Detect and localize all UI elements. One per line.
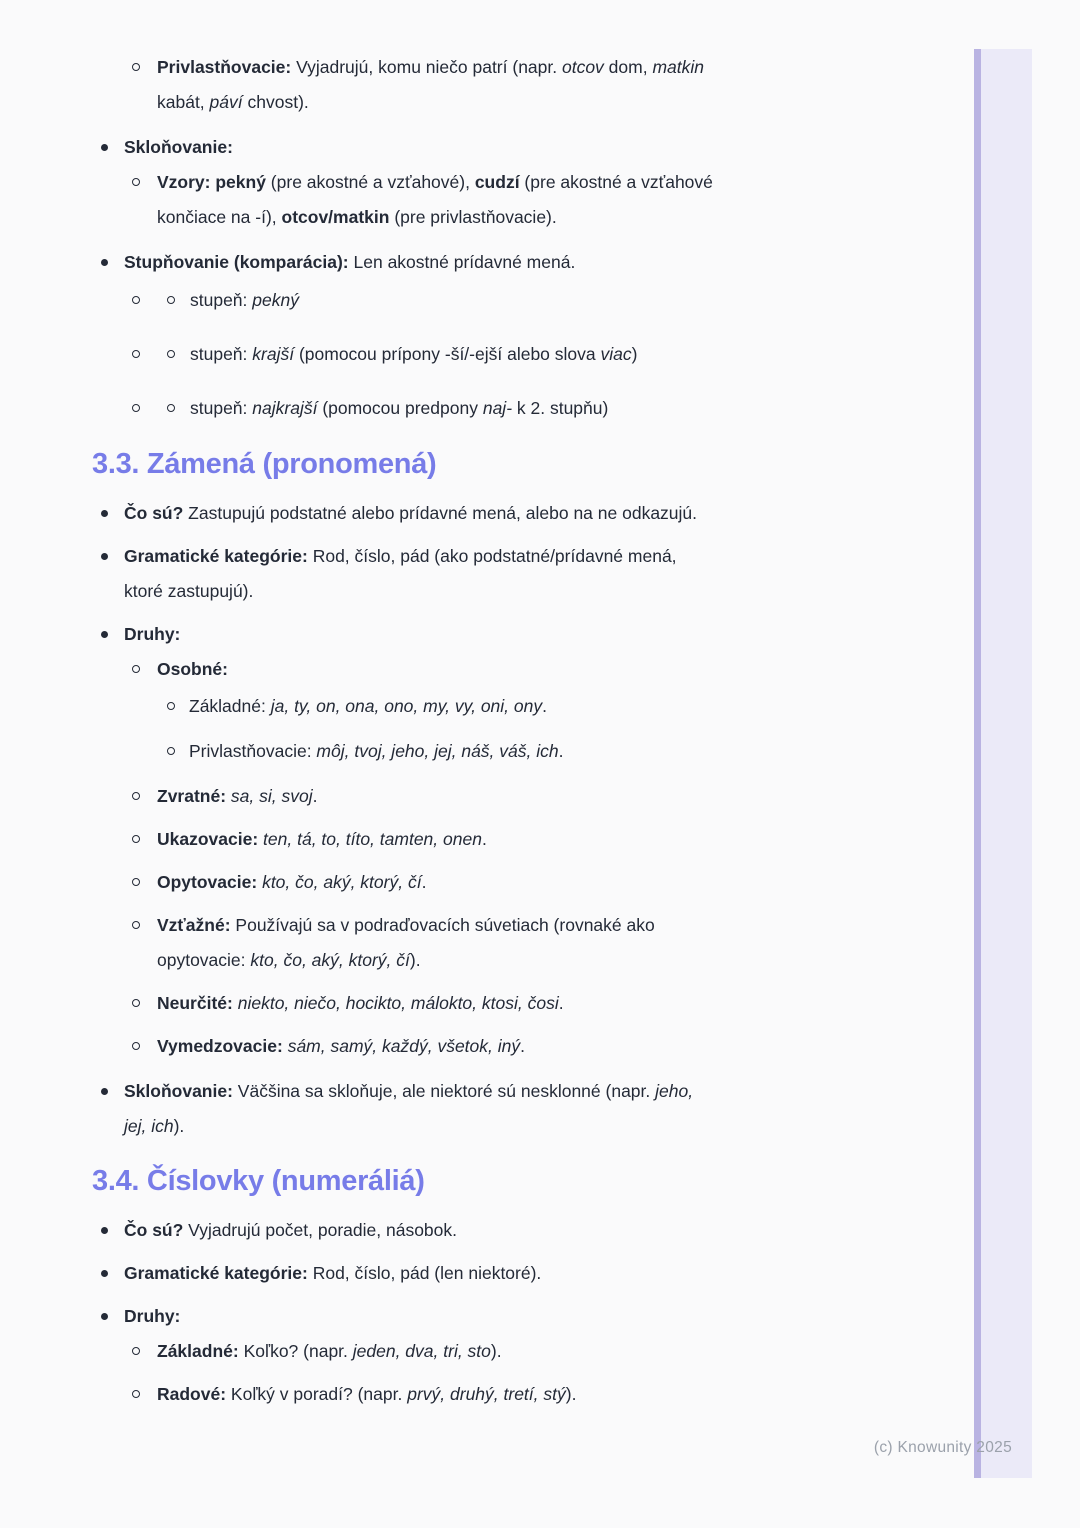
circle-bullet-icon — [132, 63, 140, 71]
text-segment: Čo sú? — [124, 1220, 184, 1240]
list-item — [0, 1256, 940, 1291]
text-segment: krajší — [252, 344, 295, 364]
text-segment: Druhy: — [124, 1306, 181, 1326]
text-segment: . — [312, 786, 318, 806]
text-segment: jej, ich — [124, 1116, 174, 1136]
text-segment: Vyjadrujú, komu niečo patrí (napr. — [291, 57, 562, 77]
list-item-text — [124, 1074, 693, 1144]
text-segment: ten, tá, to, títo, tamten, onen — [263, 829, 482, 849]
circle-bullet-icon — [132, 1042, 140, 1050]
disc-bullet-icon — [101, 553, 108, 560]
circle-bullet-icon — [132, 999, 140, 1007]
list-item-text — [157, 652, 228, 687]
text-segment: dom, — [603, 57, 653, 77]
text-segment: Vzory: pekný — [157, 172, 266, 192]
list-item-text — [124, 1213, 457, 1248]
text-segment: pekný — [252, 290, 299, 310]
circle-bullet-icon — [167, 296, 175, 304]
text-segment: . — [542, 696, 547, 716]
text-segment: sa, si, svoj — [230, 786, 313, 806]
text-segment: (pre privlastňovacie). — [389, 207, 557, 227]
list-item — [0, 391, 940, 426]
list-item — [0, 1029, 940, 1064]
text-segment: Koľko? (napr. — [238, 1341, 353, 1361]
text-segment: Gramatické kategórie: — [124, 1263, 308, 1283]
text-segment: . — [421, 872, 427, 892]
list-item — [0, 1334, 940, 1369]
text-segment: stupeň: — [190, 290, 253, 310]
list-item — [0, 337, 940, 372]
list-item — [0, 908, 940, 978]
list-item — [0, 283, 940, 318]
text-segment: stupeň: — [190, 344, 253, 364]
circle-bullet-icon — [132, 1347, 140, 1355]
text-segment: ). — [173, 1116, 185, 1136]
text-segment: Rod, číslo, pád (len niektoré). — [307, 1263, 542, 1283]
list-item-text — [157, 865, 426, 900]
text-segment: Privlastňovacie: — [189, 741, 317, 761]
side-accent-bar — [981, 49, 1032, 1478]
text-segment: k 2. stupňu) — [512, 398, 609, 418]
list-item-text — [190, 391, 608, 426]
circle-bullet-icon — [132, 921, 140, 929]
disc-bullet-icon — [101, 1088, 108, 1095]
text-segment: Opytovacie: — [157, 872, 258, 892]
text-segment: jeho, — [655, 1081, 694, 1101]
list-item — [0, 652, 940, 687]
text-segment: Len akostné prídavné mená. — [348, 252, 576, 272]
text-segment: niekto, niečo, hocikto, málokto, ktosi, čosi — [237, 993, 559, 1013]
list-item-text — [157, 1029, 525, 1064]
text-segment: ). — [565, 1384, 577, 1404]
circle-bullet-icon — [167, 702, 175, 710]
text-segment: Používajú sa v podraďovacích súvetiach (rovnaké ako — [230, 915, 655, 935]
text-segment: otcov/matkin — [281, 207, 390, 227]
list-item — [0, 1074, 940, 1144]
text-segment: sám, samý, každý, všetok, iný — [287, 1036, 521, 1056]
section-heading: 3.3. Zámená (pronomená) — [92, 448, 437, 480]
circle-bullet-icon — [132, 665, 140, 673]
disc-bullet-icon — [101, 259, 108, 266]
circle-bullet-icon — [167, 350, 175, 358]
list-item — [0, 245, 940, 280]
list-item-text — [190, 283, 299, 318]
circle-bullet-icon — [132, 835, 140, 843]
text-segment: Základné: — [189, 696, 271, 716]
list-item — [0, 1377, 940, 1412]
text-segment: kto, čo, aký, ktorý, čí — [250, 950, 410, 970]
text-segment: stupeň: — [190, 398, 253, 418]
list-item — [0, 1299, 940, 1334]
text-segment: kto, čo, aký, ktorý, čí — [262, 872, 422, 892]
disc-bullet-icon — [101, 510, 108, 517]
text-segment: ). — [490, 1341, 502, 1361]
text-segment: (pre akostné a vzťahové), — [265, 172, 475, 192]
text-segment: Zastupujú podstatné alebo prídavné mená, alebo na ne odkazujú. — [183, 503, 698, 523]
disc-bullet-icon — [101, 631, 108, 638]
list-item-text — [124, 130, 233, 165]
list-item-text — [124, 1256, 541, 1291]
list-item-text — [157, 908, 655, 978]
list-item — [0, 50, 940, 120]
text-segment: . — [558, 741, 564, 761]
list-item-text — [124, 1299, 180, 1334]
text-segment: Väčšina sa skloňuje, ale niektoré sú nesklonné (napr. — [232, 1081, 656, 1101]
text-segment: jeden, dva, tri, sto — [352, 1341, 491, 1361]
list-item-text — [157, 779, 318, 814]
text-segment: viac — [600, 344, 632, 364]
list-item-text — [124, 539, 677, 609]
text-segment: Zvratné: — [157, 786, 227, 806]
text-segment: môj, tvoj, jeho, jej, náš, váš, ich — [316, 741, 559, 761]
text-segment: ja, ty, on, ona, ono, my, vy, oni, ony — [270, 696, 543, 716]
text-segment: páví — [209, 92, 243, 112]
list-item — [0, 617, 940, 652]
list-item — [0, 822, 940, 857]
text-segment: Stupňovanie (komparácia): — [124, 252, 349, 272]
text-segment: chvost). — [242, 92, 309, 112]
circle-bullet-icon — [132, 878, 140, 886]
text-segment: Vymedzovacie: — [157, 1036, 283, 1056]
list-item — [0, 734, 940, 769]
text-segment: ) — [631, 344, 638, 364]
text-segment: . — [481, 829, 487, 849]
list-item-text — [190, 337, 637, 372]
circle-bullet-icon — [132, 792, 140, 800]
list-item — [0, 539, 940, 609]
text-segment: cudzí — [474, 172, 520, 192]
text-segment: Gramatické kategórie: — [124, 546, 308, 566]
text-segment: ). — [409, 950, 421, 970]
disc-bullet-icon — [101, 1270, 108, 1277]
text-segment: Druhy: — [124, 624, 181, 644]
list-item — [0, 689, 940, 724]
text-segment: najkrajší — [252, 398, 318, 418]
list-item-text — [124, 496, 697, 531]
text-segment: Radové: — [157, 1384, 227, 1404]
text-segment: (pomocou predpony — [317, 398, 483, 418]
list-item-text — [189, 734, 564, 769]
text-segment: (pomocou prípony -ší/-ejší alebo slova — [294, 344, 601, 364]
text-segment: prvý, druhý, tretí, stý — [407, 1384, 566, 1404]
list-item — [0, 865, 940, 900]
text-segment: opytovacie: — [157, 950, 251, 970]
text-segment: Skloňovanie: — [124, 137, 233, 157]
text-segment: Rod, číslo, pád (ako podstatné/prídavné mená, — [307, 546, 677, 566]
circle-bullet-icon — [132, 404, 140, 412]
text-segment: Ukazovacie: — [157, 829, 259, 849]
list-item-text — [124, 617, 180, 652]
text-segment: Neurčité: — [157, 993, 233, 1013]
circle-bullet-icon — [132, 350, 140, 358]
list-item — [0, 165, 940, 235]
list-item — [0, 1213, 940, 1248]
circle-bullet-icon — [132, 1390, 140, 1398]
circle-bullet-icon — [167, 747, 175, 755]
list-item — [0, 496, 940, 531]
circle-bullet-icon — [132, 178, 140, 186]
list-item-text — [157, 165, 713, 235]
list-item-text — [124, 245, 575, 280]
disc-bullet-icon — [101, 1227, 108, 1234]
section-heading: 3.4. Číslovky (numeráliá) — [92, 1165, 425, 1197]
text-segment: . — [520, 1036, 525, 1056]
text-segment: Vzťažné: — [157, 915, 231, 935]
text-segment: Osobné: — [157, 659, 228, 679]
text-segment: Čo sú? — [124, 503, 184, 523]
list-item-text — [157, 1377, 576, 1412]
list-item-text — [157, 50, 704, 120]
list-item — [0, 130, 940, 165]
text-segment: naj- — [482, 398, 513, 418]
circle-bullet-icon — [132, 296, 140, 304]
text-segment: Základné: — [157, 1341, 239, 1361]
list-item-text — [157, 986, 564, 1021]
list-item-text — [157, 822, 487, 857]
knowunity-watermark: (c) Knowunity 2025 — [873, 1439, 1012, 1456]
text-segment: otcov — [561, 57, 604, 77]
text-segment: Vyjadrujú počet, poradie, násobok. — [183, 1220, 458, 1240]
text-segment: ktoré zastupujú). — [124, 581, 254, 601]
list-item — [0, 779, 940, 814]
text-segment: Koľký v poradí? (napr. — [226, 1384, 408, 1404]
list-item-text — [157, 1334, 502, 1369]
disc-bullet-icon — [101, 1313, 108, 1320]
text-segment: Skloňovanie: — [124, 1081, 233, 1101]
text-segment: kabát, — [157, 92, 210, 112]
side-accent-border — [974, 49, 981, 1478]
disc-bullet-icon — [101, 144, 108, 151]
circle-bullet-icon — [167, 404, 175, 412]
text-segment: matkin — [652, 57, 704, 77]
text-segment: Privlastňovacie: — [157, 57, 292, 77]
text-segment: . — [558, 993, 564, 1013]
text-segment: (pre akostné a vzťahové — [519, 172, 713, 192]
list-item-text — [189, 689, 547, 724]
list-item — [0, 986, 940, 1021]
text-segment: končiace na -í), — [157, 207, 282, 227]
